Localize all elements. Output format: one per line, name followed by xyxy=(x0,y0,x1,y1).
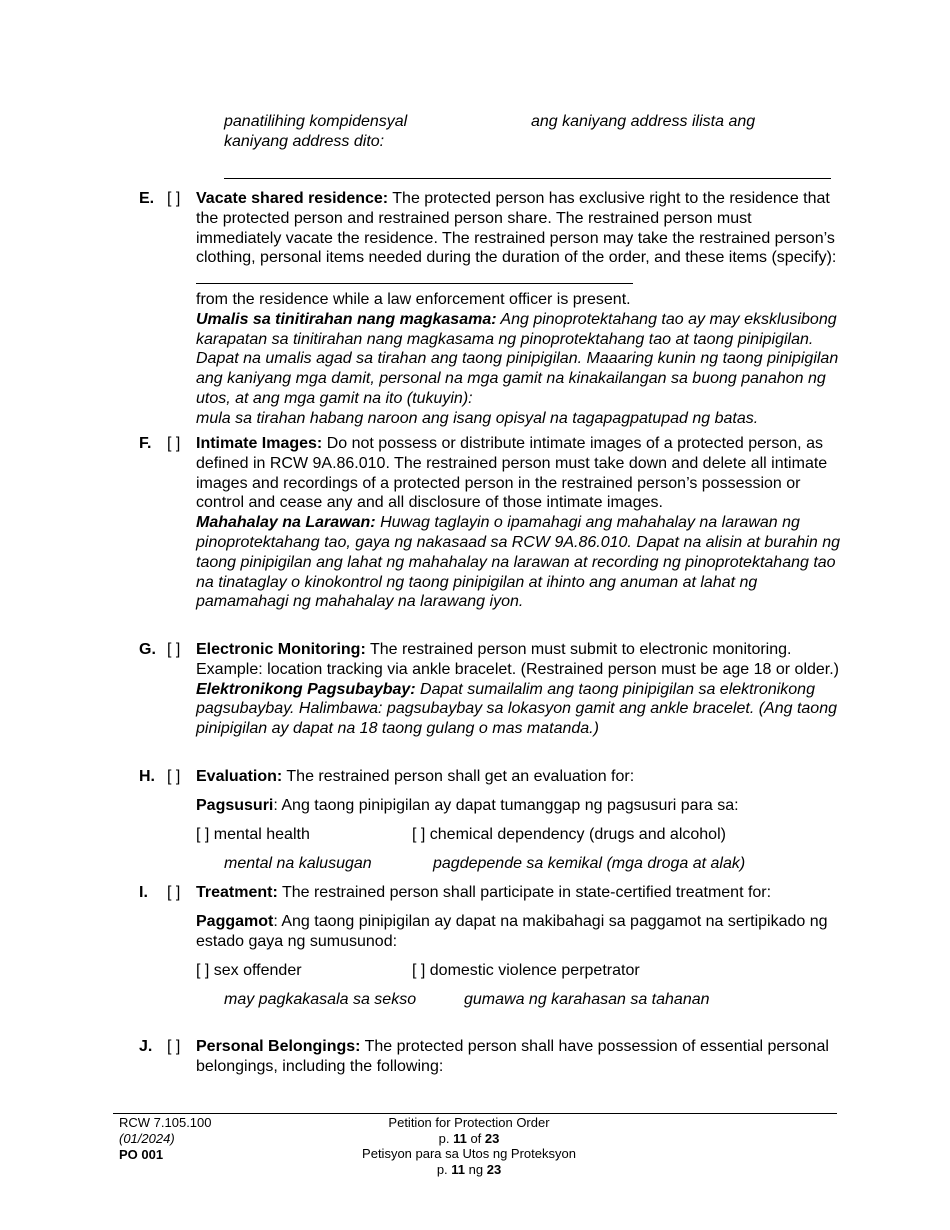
section-f-letter: F. xyxy=(139,435,152,452)
section-g-english xyxy=(196,640,841,680)
option-sex-offender[interactable]: [ ] sex offender xyxy=(196,962,302,979)
footer-page-tl-prefix: p. xyxy=(436,1161,452,1177)
section-j-letter: J. xyxy=(139,1038,153,1055)
footer-title-en: Petition for Protection Order xyxy=(388,1115,550,1130)
section-i-body xyxy=(196,883,841,951)
footer-page-tl-total: 23 xyxy=(486,1161,502,1177)
footer-page-en-total: 23 xyxy=(484,1130,500,1146)
section-e-body xyxy=(196,189,841,429)
section-f-tl-text: Huwag taglayin o ipamahagi ang mahahalay na larawan ng pinoprotektahang tao, gaya ng nakasaad sa RCW 9A.86.010. Dapat na alisin at burahin ng taong pinipigilan ang lahat ng mahahalay na larawan at recording ng pinoprotektahang tao na tinataglay o kinokontrol ng taong pinipigilan at ihinto ang anuman at lahat ng pamamahagi ng mahahalay na larawang iyon. xyxy=(196,514,840,611)
option-mental-health-tl: mental na kalusugan xyxy=(224,855,372,872)
footer-page-tl-of: ng xyxy=(465,1161,487,1177)
footer-form-number: PO 001 xyxy=(119,1147,164,1162)
section-e-tl-title: Umalis sa tinitirahan nang magkasama: xyxy=(196,310,497,328)
section-h-letter: H. xyxy=(139,768,155,785)
section-h-tagalog xyxy=(196,796,841,816)
top-line1-right: ang kaniyang address ilista ang xyxy=(531,113,756,130)
section-f-checkbox[interactable]: [ ] xyxy=(167,435,181,452)
footer-page-tl-num: 11 xyxy=(451,1161,466,1177)
section-e-tl-text2: mula sa tirahan habang naroon ang isang opisyal na tagapagpatupad ng batas. xyxy=(196,409,759,427)
section-h-title: Evaluation: xyxy=(196,768,283,785)
section-i-tl-text: : Ang taong pinipigilan ay dapat na makibahagi sa paggamot na sertipikado ng estado gaya ng sumusunod: xyxy=(196,912,828,950)
top-line1-left: panatilihing kompidensyal xyxy=(224,113,408,130)
section-h-body xyxy=(196,767,841,816)
section-f-title: Intimate Images: xyxy=(196,435,323,452)
section-i-title: Treatment: xyxy=(196,884,278,901)
section-j-text: The protected person shall have possession of essential personal belongings, including the following: xyxy=(196,1038,829,1075)
footer-date: (01/2024) xyxy=(119,1131,175,1146)
section-g-checkbox[interactable]: [ ] xyxy=(167,641,181,658)
section-f-tagalog xyxy=(196,513,841,612)
section-f-text: Do not possess or distribute intimate images of a protected person, as defined in RCW 9A.86.010. The restrained person must take down and delete all intimate images and recordings of a protected person in the restrained person’s possession or control and cease any and all disclosure of those intimate images. xyxy=(196,435,828,512)
option-chemical-dependency[interactable]: [ ] chemical dependency (drugs and alcohol) xyxy=(412,826,726,843)
section-e-letter: E. xyxy=(139,190,155,207)
section-i-tl-title: Paggamot xyxy=(196,912,274,930)
section-h-text: The restrained person shall get an evaluation for: xyxy=(282,768,635,785)
section-h-english xyxy=(196,767,841,787)
section-e-checkbox[interactable]: [ ] xyxy=(167,190,181,207)
section-i-checkbox[interactable]: [ ] xyxy=(167,884,181,901)
option-sex-offender-tl: may pagkakasala sa sekso xyxy=(224,991,417,1008)
top-line2: kaniyang address dito: xyxy=(224,133,385,150)
section-j-english xyxy=(196,1037,841,1077)
section-e-english xyxy=(196,189,841,290)
footer-page-en-num: 11 xyxy=(453,1130,467,1146)
option-mental-health[interactable]: [ ] mental health xyxy=(196,826,310,843)
section-g-title: Electronic Monitoring: xyxy=(196,641,366,658)
section-i-text: The restrained person shall participate in state-certified treatment for: xyxy=(277,884,772,901)
section-f-tl-title: Mahahalay na Larawan: xyxy=(196,514,376,532)
option-dv-perpetrator[interactable]: [ ] domestic violence perpetrator xyxy=(412,962,640,979)
footer-center xyxy=(319,1115,619,1177)
footer-page-en xyxy=(319,1131,619,1147)
section-e-tagalog xyxy=(196,310,841,409)
section-j-body xyxy=(196,1037,841,1077)
section-j-checkbox[interactable]: [ ] xyxy=(167,1038,181,1055)
section-g-tagalog xyxy=(196,680,841,739)
section-e-text: The protected person has exclusive right to the residence that the protected person and restrained person share. The restrained person must immediately vacate the residence. The restrained person may take the restrained person’s clothing, personal items needed during the duration of the order, and these items (specify): xyxy=(196,190,837,267)
section-f-english xyxy=(196,434,841,513)
section-h-tl-text: : Ang taong pinipigilan ay dapat tumanggap ng pagsusuri para sa: xyxy=(273,796,739,814)
section-j-title: Personal Belongings: xyxy=(196,1038,361,1055)
section-i-tagalog xyxy=(196,912,841,952)
footer-page-en-prefix: p. xyxy=(438,1130,454,1146)
option-dv-perpetrator-tl: gumawa ng karahasan sa tahanan xyxy=(464,991,710,1008)
section-g-letter: G. xyxy=(139,641,156,658)
section-h-tl-title: Pagsusuri xyxy=(196,796,274,814)
section-e-tl-text: Ang pinoprotektahang tao ay may eksklusibong karapatan sa tinitirahan nang magkasama ng pinoprotektahang tao at taong pinipigilan. Dapat na umalis agad sa tirahan ang taong pinipigilan. Maaaring kunin ng taong pinipigilan ang kaniyang mga damit, personal na mga gamit na kinakailangan sa buong panahon ng utos, at ang mga gamit na ito (tukuyin): xyxy=(196,310,839,407)
section-i-letter: I. xyxy=(139,884,148,901)
option-chemical-dependency-tl: pagdepende sa kemikal (mga droga at alak) xyxy=(433,855,746,872)
address-blank-line[interactable] xyxy=(224,160,831,179)
footer-page-tl xyxy=(319,1162,619,1178)
section-g-text: The restrained person must submit to electronic monitoring. Example: location tracking via ankle bracelet. (Restrained person must be age 18 or older.) xyxy=(196,641,840,678)
section-g-tl-text: Dapat sumailalim ang taong pinipigilan sa elektronikong pagsubaybay. Halimbawa: pagsubaybay sa lokasyon gamit ang ankle bracelet. (Ang taong pinipigilan ay dapat na 18 taong gulang o mas matanda.) xyxy=(196,680,837,738)
footer-page-en-of: of xyxy=(466,1130,485,1146)
footer-rcw: RCW 7.105.100 xyxy=(119,1115,212,1130)
section-f-body xyxy=(196,434,841,612)
section-h-checkbox[interactable]: [ ] xyxy=(167,768,181,785)
section-g-body xyxy=(196,640,841,739)
page-footer xyxy=(113,1113,837,1177)
section-i-english xyxy=(196,883,841,903)
section-e-title: Vacate shared residence: xyxy=(196,190,389,207)
section-g-tl-title: Elektronikong Pagsubaybay: xyxy=(196,680,416,698)
items-specify-blank[interactable] xyxy=(196,268,633,284)
section-e-text2: from the residence while a law enforcement officer is present. xyxy=(196,290,631,308)
footer-title-tl: Petisyon para sa Utos ng Proteksyon xyxy=(362,1146,576,1161)
